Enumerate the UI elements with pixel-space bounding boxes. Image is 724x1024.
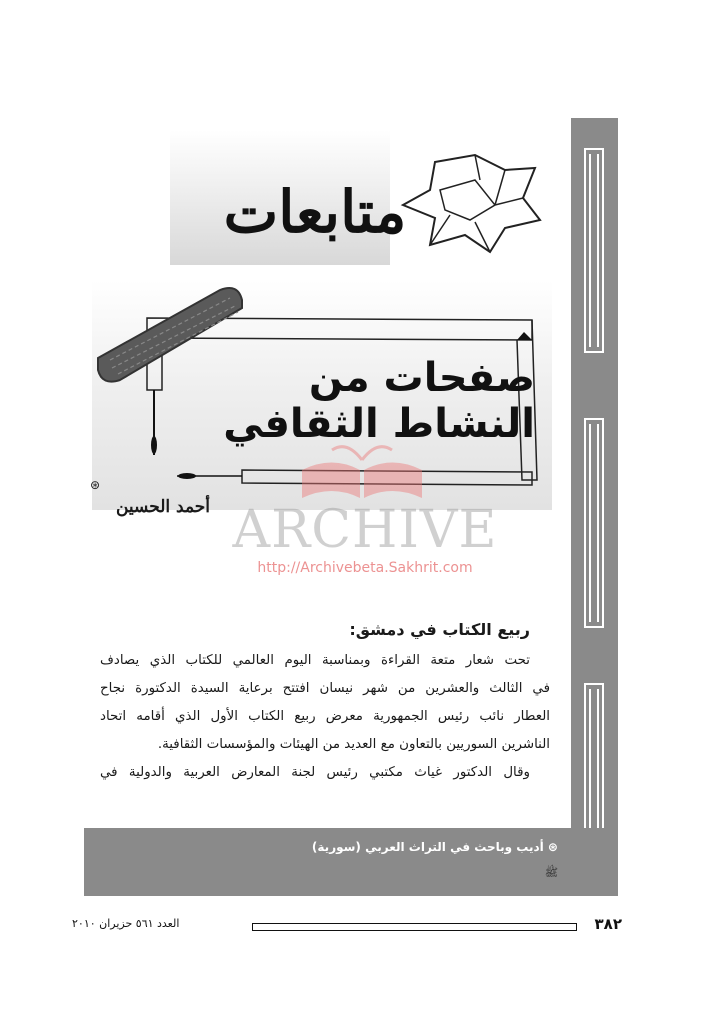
article-line: تحت شعار متعة القراءة وبمناسبة اليوم العالمي للكتاب الذي يصادف bbox=[100, 653, 530, 668]
watermark-url: http://Archivebeta.Sakhrit.com bbox=[257, 560, 473, 576]
section-title: متابعات bbox=[223, 178, 407, 246]
article-line: الناشرين السوريين بالتعاون مع العديد من الهيئات والمؤسسات الثقافية. bbox=[157, 737, 550, 752]
article-title: صفحات من النشاط الثقافي bbox=[223, 355, 535, 447]
author-footnote: ⊛ أديب وباحث في التراث العربي (سورية) bbox=[311, 840, 558, 854]
footnote-band bbox=[84, 828, 618, 896]
author-footnote-mark: ⊛ bbox=[90, 478, 101, 492]
ornament-middle bbox=[584, 418, 604, 628]
watermark-title: ARCHIVE bbox=[232, 500, 498, 560]
footer-rule bbox=[252, 923, 577, 931]
article-line: وقال الدكتور غياث مكتبي رئيس لجنة المعارض العربية والدولية في bbox=[100, 765, 530, 780]
article-line: في الثالث والعشرين من شهر نيسان افتتح برعاية السيدة الدكتورة نجاح bbox=[100, 681, 550, 696]
page-footer bbox=[72, 915, 622, 937]
article-subheading: ربيع الكتاب في دمشق: bbox=[349, 620, 530, 639]
issue-info: العدد ٥٦١ حزيران ٢٠١٠ bbox=[72, 917, 180, 930]
side-decoration-strip bbox=[571, 118, 618, 896]
article-body bbox=[100, 620, 550, 787]
ornament-top bbox=[584, 148, 604, 353]
footnote-sign: ﷺ bbox=[544, 866, 558, 879]
page-number: ٣٨٢ bbox=[594, 915, 622, 933]
watermark-book-logo bbox=[292, 440, 432, 500]
article-line: العطار نائب رئيس الجمهورية معرض ربيع الكتاب الأول الذي أقامه اتحاد bbox=[100, 709, 550, 724]
author-name: أحمد الحسين bbox=[115, 497, 210, 517]
